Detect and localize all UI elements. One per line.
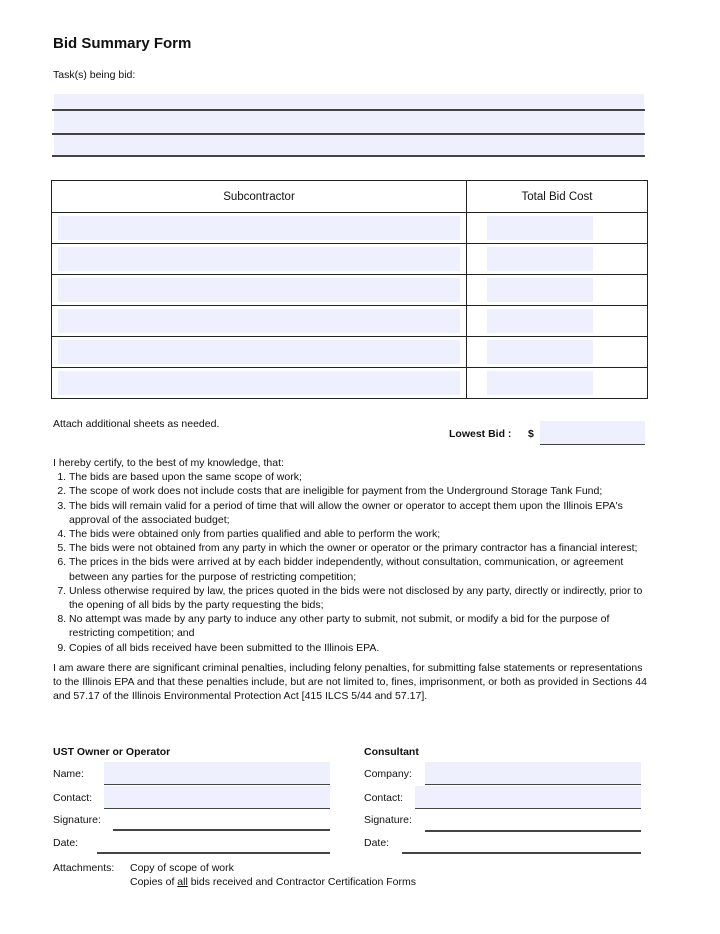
subcontractor-input[interactable] [58,309,460,333]
consultant-contact-label: Contact: [364,792,404,804]
table-row [52,306,648,337]
certify-item: 8. No attempt was made by any party to induce any other party to submit, not submit, or modify a bid for the purpose of restricting competition; and [69,612,653,640]
lowest-bid-input[interactable] [540,421,645,445]
table-row [52,337,648,368]
tasks-line-2 [52,133,645,135]
subcontractor-input[interactable] [58,278,460,302]
owner-heading: UST Owner or Operator [53,746,171,758]
bid-cost-cell [467,368,648,399]
page-title: Bid Summary Form [53,35,192,52]
header-subcontractor: Subcontractor [52,181,467,213]
bid-cost-input[interactable] [487,371,593,395]
subcontractor-input[interactable] [58,216,460,240]
consultant-heading: Consultant [364,746,419,758]
lowest-bid-label: Lowest Bid : [449,428,512,440]
attachment-text: Copies of [130,876,178,888]
table-row [52,244,648,275]
consultant-company-input[interactable] [425,762,641,785]
attachment-text: bids received and Contractor Certification Forms [187,876,416,888]
subcontractor-input[interactable] [58,247,460,271]
owner-signature-label: Signature: [53,814,101,826]
certify-item: 7. Unless otherwise required by law, the prices quoted in the bids were not disclosed by any party, directly or indirectly, prior to the opening of all bids by the party requesting the bids; [69,584,653,612]
certify-intro: I hereby certify, to the best of my knowledge, that: [53,457,284,469]
attachments-label: Attachments: [53,862,115,874]
table-row [52,213,648,244]
attachment-item-2 [130,876,416,888]
bids-table [51,180,648,399]
bid-cost-cell [467,244,648,275]
owner-contact-label: Contact: [53,792,93,804]
subcontractor-input[interactable] [58,340,460,364]
bid-cost-cell [467,275,648,306]
subcontractor-input[interactable] [58,371,460,395]
owner-date-line[interactable] [97,852,330,854]
tasks-line-1 [52,109,645,111]
bid-cost-cell [467,306,648,337]
bid-cost-cell [467,213,648,244]
certify-item: 9. Copies of all bids received have been submitted to the Illinois EPA. [69,641,653,655]
consultant-date-label: Date: [364,837,390,849]
owner-signature-line[interactable] [113,829,330,831]
subcontractor-cell [52,213,467,244]
certify-item: 5. The bids were not obtained from any party in which the owner or operator or the primary contractor has a financial interest; [69,541,653,555]
subcontractor-cell [52,244,467,275]
certify-list [53,470,653,655]
tasks-line-3 [52,155,645,157]
certify-item: 1. The bids are based upon the same scope of work; [69,470,653,484]
penalty-text: I am aware there are significant criminal penalties, including felony penalties, for submitting false statements or representations to the Illinois EPA and that these penalties include, but are not limited to, fines, imprisonment, or both as provided in Sections 44 and 57.17 of the Illinois Environmental Protection Act [415 ILCS 5/44 and 57.17]. [53,661,647,703]
bid-cost-input[interactable] [487,247,593,271]
certify-item: 6. The prices in the bids were arrived at by each bidder independently, without consultation, communication, or agreement between any parties for the purpose of restricting competition; [69,555,653,583]
currency-symbol: $ [528,428,534,440]
attach-note: Attach additional sheets as needed. [53,418,220,430]
tasks-input[interactable] [54,94,644,157]
consultant-contact-input[interactable] [415,786,641,809]
certify-item: 2. The scope of work does not include costs that are ineligible for payment from the Underground Storage Tank Fund; [69,484,653,498]
bid-cost-input[interactable] [487,216,593,240]
subcontractor-cell [52,368,467,399]
consultant-signature-label: Signature: [364,814,412,826]
table-header-row [52,181,648,213]
consultant-date-line[interactable] [402,852,641,854]
bid-cost-input[interactable] [487,340,593,364]
table-row [52,275,648,306]
bid-cost-input[interactable] [487,309,593,333]
tasks-label: Task(s) being bid: [53,69,136,81]
subcontractor-cell [52,275,467,306]
owner-contact-input[interactable] [104,786,330,809]
header-total-bid-cost: Total Bid Cost [467,181,648,213]
owner-date-label: Date: [53,837,79,849]
certify-item: 4. The bids were obtained only from parties qualified and able to perform the work; [69,527,653,541]
attachment-item-1: Copy of scope of work [130,862,234,874]
consultant-company-label: Company: [364,768,412,780]
certify-item: 3. The bids will remain valid for a period of time that will allow the owner or operator to accept them upon the Illinois EPA's approval of the associated budget; [69,499,653,527]
owner-name-label: Name: [53,768,84,780]
consultant-signature-line[interactable] [425,830,641,832]
attachment-emphasis: all [177,876,188,888]
subcontractor-cell [52,337,467,368]
certification-text [53,456,653,703]
bid-cost-cell [467,337,648,368]
owner-name-input[interactable] [104,762,330,785]
bid-cost-input[interactable] [487,278,593,302]
subcontractor-cell [52,306,467,337]
table-row [52,368,648,399]
